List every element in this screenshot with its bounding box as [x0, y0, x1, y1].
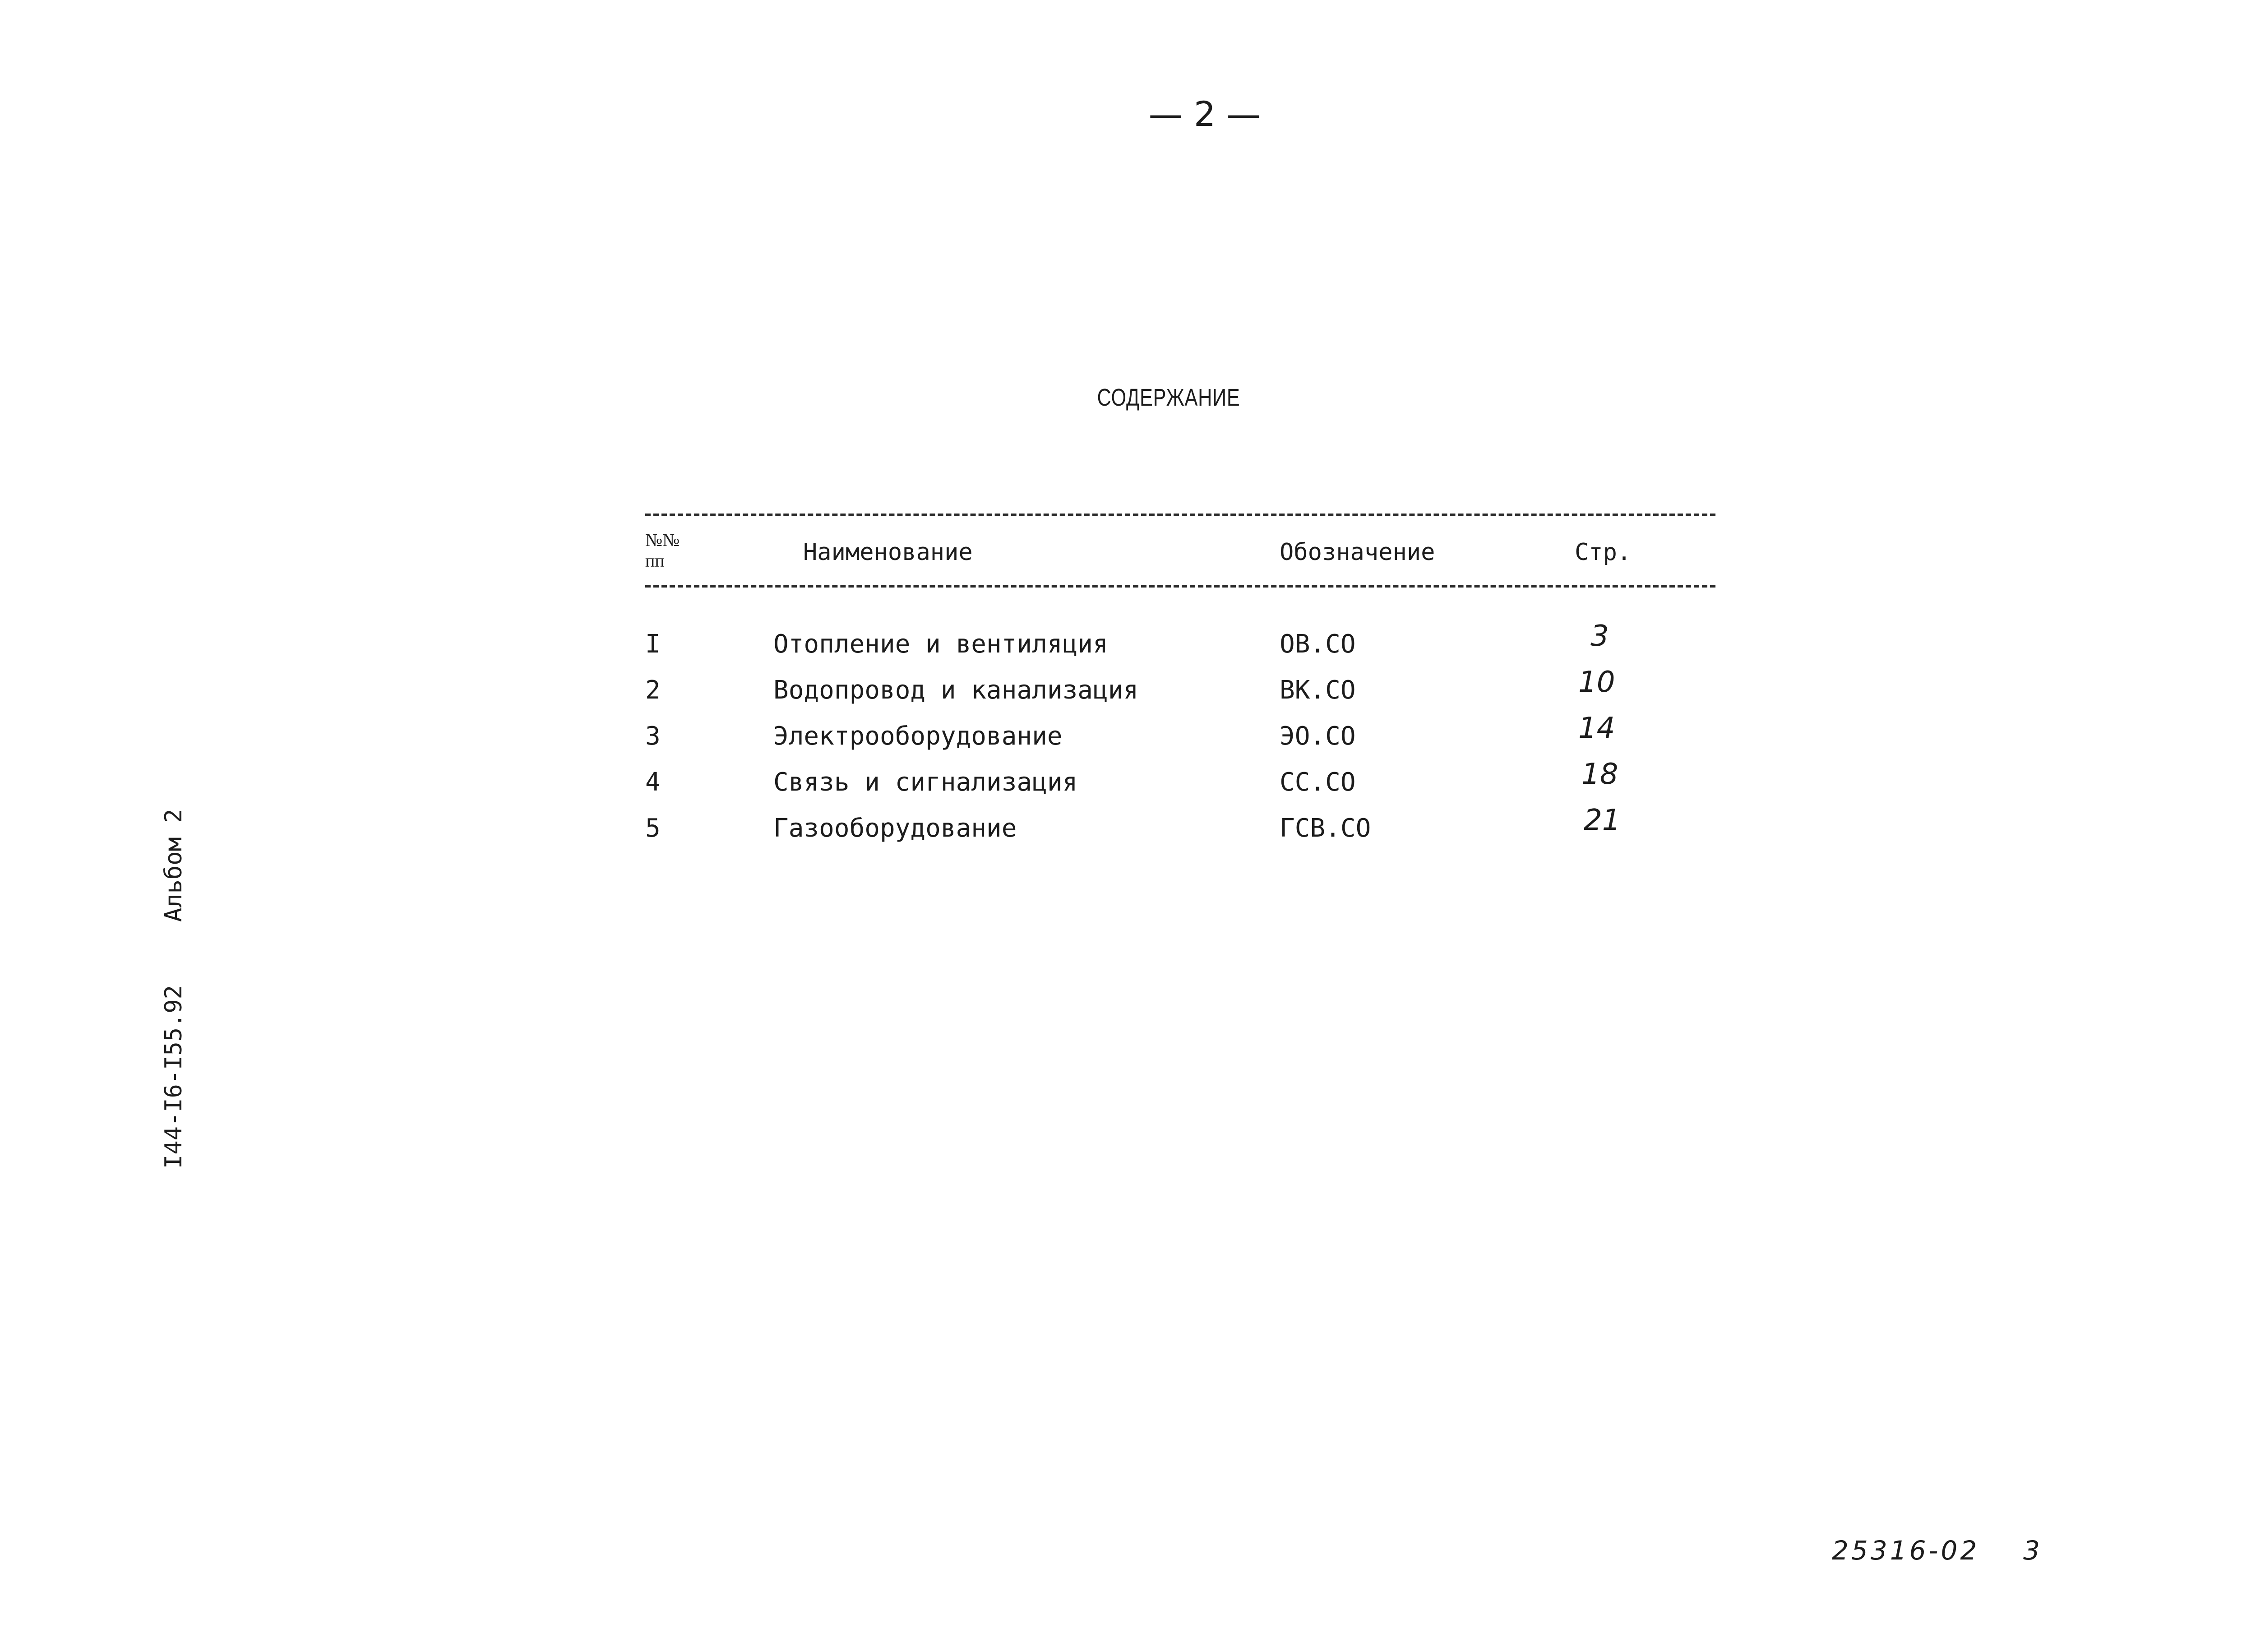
header-code: Обозначение — [1280, 539, 1435, 566]
row-number: 2 — [645, 676, 661, 705]
row-page: 10 — [1578, 666, 1615, 699]
row-name: Связь и сигнализация — [773, 768, 1078, 797]
row-code: ОВ.СО — [1280, 629, 1356, 659]
header-name: Наименование — [803, 539, 973, 566]
header-number — [645, 530, 686, 571]
row-code: ВК.СО — [1280, 676, 1356, 705]
row-name: Отопление и вентиляция — [773, 629, 1108, 659]
document-title: СОДЕРЖАНИЕ — [1097, 384, 1240, 411]
row-name: Водопровод и канализация — [773, 676, 1139, 705]
side-album: Альбом 2 — [160, 809, 187, 922]
table-row — [645, 758, 1715, 806]
row-number: 4 — [645, 768, 661, 797]
row-code: ГСВ.СО — [1280, 814, 1371, 843]
table-top-rule — [645, 514, 1715, 516]
header-number-line2: пп — [645, 551, 665, 571]
row-code: ЭО.СО — [1280, 722, 1356, 751]
table-row — [645, 712, 1715, 760]
row-page: 18 — [1581, 758, 1618, 791]
side-stamp — [160, 746, 187, 1169]
row-code: СС.СО — [1280, 768, 1356, 797]
header-number-line1: №№ — [645, 530, 680, 550]
side-doc-code: I44-I6-I55.92 — [160, 985, 187, 1169]
row-name: Электрооборудование — [773, 722, 1063, 751]
page-number: — 2 — — [1148, 94, 1261, 134]
row-page: 3 — [1590, 620, 1609, 653]
row-number: 5 — [645, 814, 661, 843]
row-number: 3 — [645, 722, 661, 751]
table-row — [645, 620, 1715, 668]
footer-inventory-code: 25316-02 — [1832, 1535, 1980, 1566]
table-header-rule — [645, 585, 1715, 588]
header-page: Стр. — [1575, 539, 1632, 566]
footer-sheet-number: 3 — [2023, 1535, 2040, 1566]
table-row — [645, 804, 1715, 852]
row-page: 14 — [1578, 712, 1615, 745]
row-page: 21 — [1584, 804, 1621, 837]
row-number: I — [645, 629, 661, 659]
row-name: Газооборудование — [773, 814, 1017, 843]
table-row — [645, 666, 1715, 714]
